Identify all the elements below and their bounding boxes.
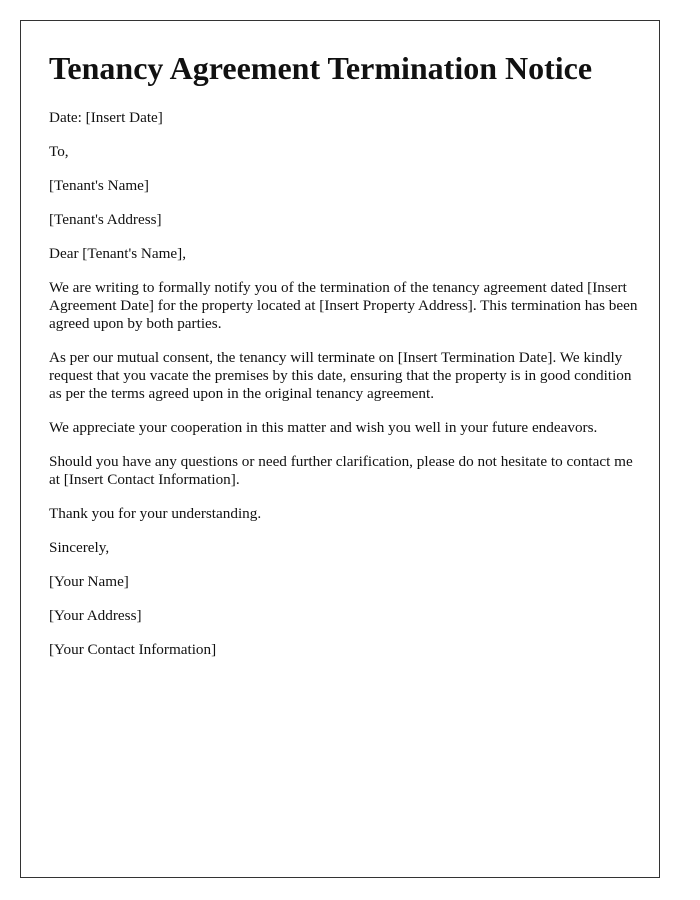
document-title: Tenancy Agreement Termination Notice <box>49 50 593 86</box>
sender-address: [Your Address] <box>49 606 142 624</box>
letter-content <box>49 51 639 675</box>
tenant-name: [Tenant's Name] <box>49 176 149 194</box>
letter-page <box>20 20 660 878</box>
sender-name: [Your Name] <box>49 572 129 590</box>
sender-contact: [Your Contact Information] <box>49 640 217 658</box>
body-paragraph-appreciation: We appreciate your cooperation in this matter and wish you well in your future endeavors. <box>49 418 598 436</box>
closing: Sincerely, <box>49 538 110 556</box>
body-paragraph-contact: Should you have any questions or need further clarification, please do not hesitate to contact me at [Insert Contact Information]. <box>49 452 633 488</box>
body-paragraph-thanks: Thank you for your understanding. <box>49 504 262 522</box>
body-paragraph-vacate: As per our mutual consent, the tenancy will terminate on [Insert Termination Date]. We kindly request that you vacate the premises by this date, ensuring that the property is in good condition as per the terms agreed upon in the original tenancy agreement. <box>49 348 632 402</box>
recipient-to-line: To, <box>49 142 69 160</box>
salutation: Dear [Tenant's Name], <box>49 244 187 262</box>
date-line: Date: [Insert Date] <box>49 108 163 126</box>
body-paragraph-termination: We are writing to formally notify you of the termination of the tenancy agreement dated [Insert Agreement Date] for the property located at [Insert Property Address]. This termination has been agreed upon by both parties. <box>49 278 638 332</box>
tenant-address: [Tenant's Address] <box>49 210 162 228</box>
